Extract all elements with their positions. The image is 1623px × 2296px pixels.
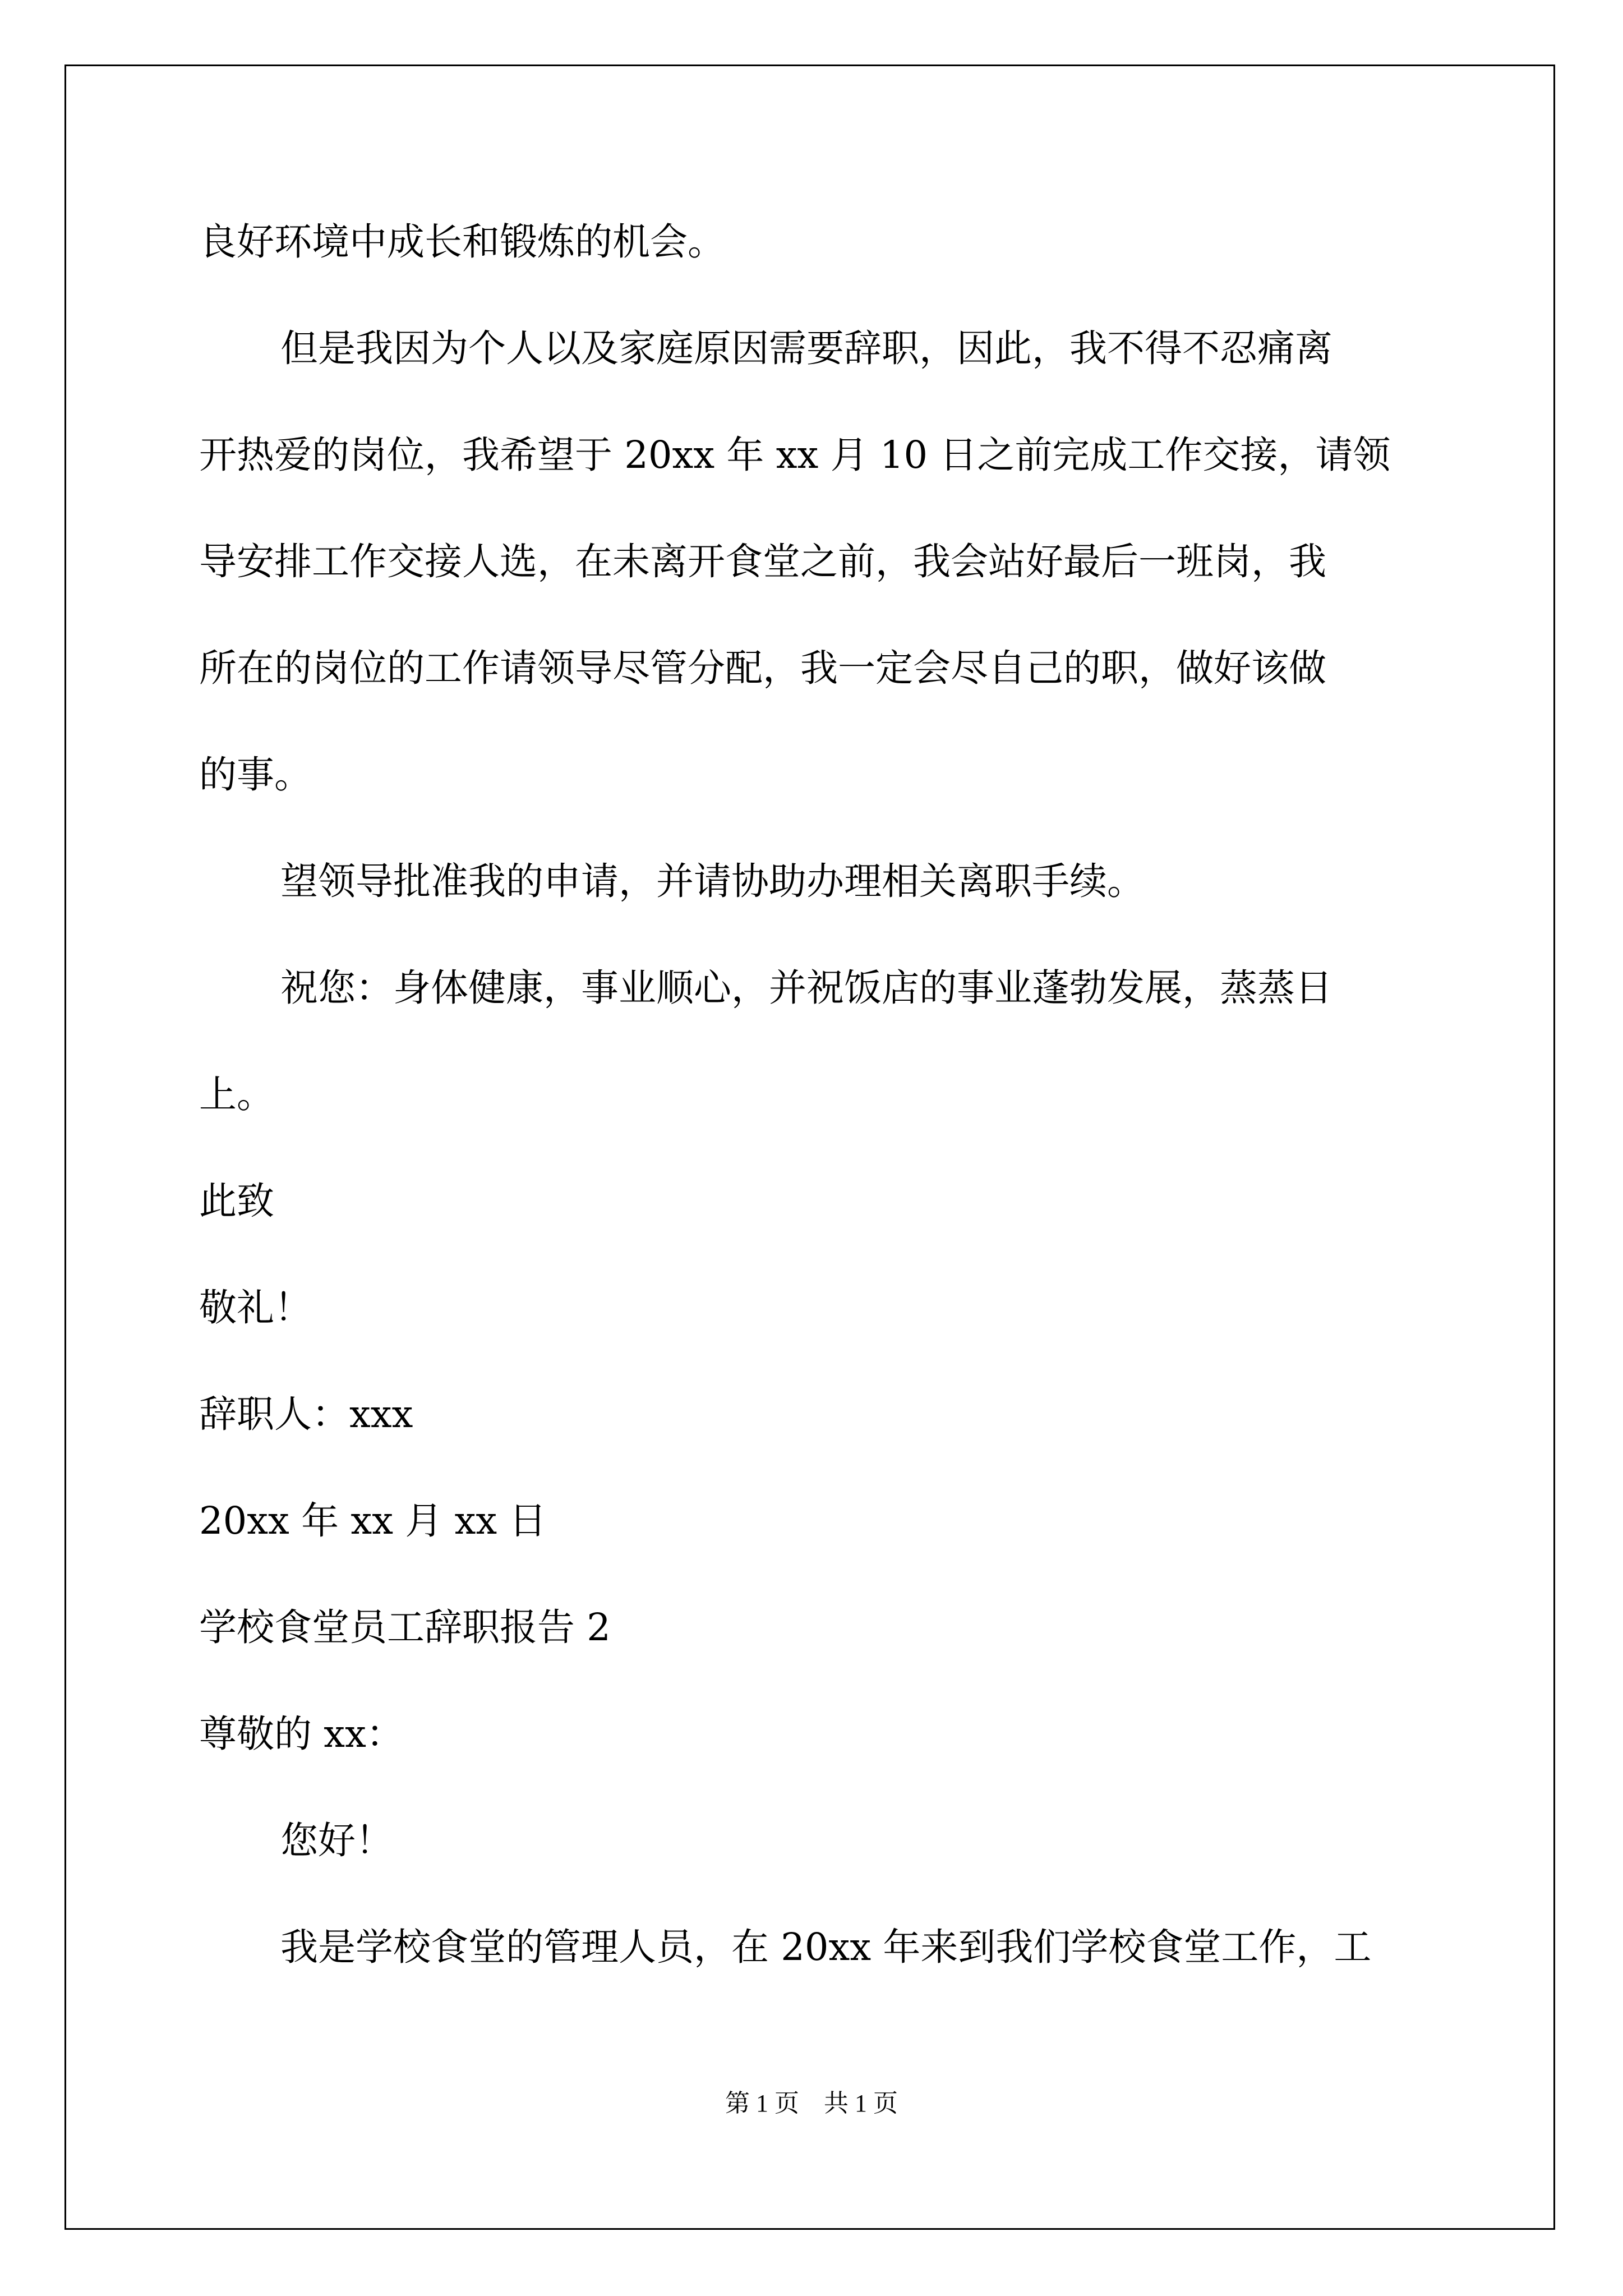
text-line-5: 所在的岗位的工作请领导尽管分配，我一定会尽自己的职，做好该做 xyxy=(199,646,1326,690)
text-line-7: 望领导批准我的申请，并请协助办理相关离职手续。 xyxy=(280,859,1145,903)
text-line-4: 导安排工作交接人选，在未离开食堂之前，我会站好最后一班岗，我 xyxy=(199,540,1326,583)
greeting-line: 尊敬的 xx： xyxy=(199,1712,404,1756)
page-border xyxy=(64,65,1555,2230)
text-line-6: 的事。 xyxy=(199,753,312,797)
text-line-8: 祝您：身体健康，事业顺心，并祝饭店的事业蓬勃发展，蒸蒸日 xyxy=(280,966,1332,1010)
text-line-1: 良好环境中成长和锻炼的机会。 xyxy=(199,220,725,264)
text-line-2: 但是我因为个人以及家庭原因需要辞职，因此，我不得不忍痛离 xyxy=(280,326,1332,370)
greeting-hello: 您好！ xyxy=(280,1819,393,1862)
date-line: 20xx 年 xx 月 xx 日 xyxy=(199,1499,547,1543)
section-title: 学校食堂员工辞职报告 2 xyxy=(199,1605,611,1649)
text-line-3: 开热爱的岗位，我希望于 20xx 年 xx 月 10 日之前完成工作交接，请领 xyxy=(199,433,1391,477)
text-line-17: 我是学校食堂的管理人员，在 20xx 年来到我们学校食堂工作，工 xyxy=(280,1925,1372,1969)
salutation-regards: 敬礼！ xyxy=(199,1286,312,1329)
signature-line: 辞职人：xxx xyxy=(199,1392,413,1436)
page-footer: 第 1 页 共 1 页 xyxy=(725,2090,898,2117)
salutation-closing: 此致 xyxy=(199,1179,274,1223)
text-line-9: 上。 xyxy=(199,1073,274,1116)
